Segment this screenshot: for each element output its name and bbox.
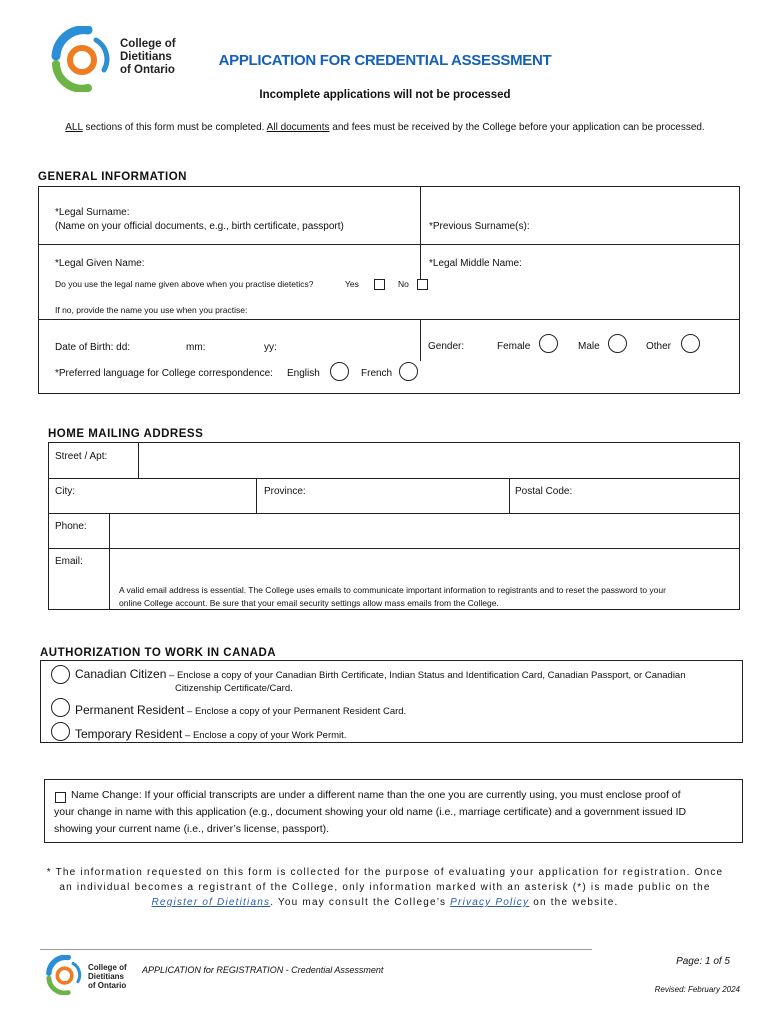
name-change-line1: Name Change: If your official transcripts are under a different name than the one you are currently using, you must enclose proof of: [71, 789, 681, 801]
footer-logo-line3: of Ontario: [88, 981, 127, 990]
footer-divider: [40, 949, 592, 950]
notice-docs: All documents: [266, 122, 330, 133]
revised-date: Revised: February 2024: [654, 985, 740, 994]
citizen-desc-line1: – Enclose a copy of your Canadian Birth Certificate, Indian Status and Identification Card, Canadian Passport, or Canadian: [166, 670, 686, 681]
footer-logo-line1: College of: [88, 963, 127, 972]
email-note-line2: online College account. Be sure that your email security settings allow mass emails from the College.: [119, 598, 499, 608]
previous-surname-label: *Previous Surname(s):: [429, 221, 530, 232]
name-change-line2: your change in name with this application (e.g., document showing your old name (i.e., marriage certificate) and a government issued ID: [54, 806, 687, 818]
street-label: Street / Apt:: [55, 451, 108, 462]
temporary-option: [75, 725, 346, 743]
other-radio[interactable]: [681, 334, 700, 353]
citizen-option: [75, 665, 686, 683]
legal-surname-hint: (Name on your official documents, e.g., birth certificate, passport): [55, 221, 344, 232]
privacy-policy-link[interactable]: Privacy Policy: [450, 897, 530, 908]
no-label: No: [398, 279, 409, 289]
citizen-radio[interactable]: [51, 665, 70, 684]
dob-yy-label: yy:: [264, 342, 277, 353]
footnote-line1: * The information requested on this form is collected for the purpose of evaluating your application for registration. Once: [46, 867, 724, 878]
name-change-checkbox[interactable]: [55, 792, 66, 803]
name-change-line3: showing your current name (i.e., driver’s license, passport).: [54, 823, 330, 835]
page-subtitle: Incomplete applications will not be processed: [259, 89, 511, 101]
dob-mm-label: mm:: [186, 342, 206, 353]
yes-checkbox[interactable]: [374, 279, 385, 290]
practise-question: Do you use the legal name given above when you practise dietetics?: [55, 279, 314, 289]
email-input[interactable]: [112, 550, 737, 576]
permanent-desc: – Enclose a copy of your Permanent Resident Card.: [184, 706, 407, 717]
notice-end: and fees must be received by the College before your application can be processed.: [329, 122, 705, 133]
no-checkbox[interactable]: [417, 279, 428, 290]
register-link[interactable]: Register of Dietitians: [151, 897, 271, 908]
permanent-option: [75, 701, 406, 719]
authorization-box: [40, 660, 743, 743]
citizen-desc-line2: Citizenship Certificate/Card.: [175, 683, 293, 694]
street-input[interactable]: [141, 445, 737, 476]
footnote-line3-mid: . You may consult the College’s: [270, 897, 451, 908]
logo-text-line1: College of: [120, 38, 176, 50]
english-label: English: [287, 368, 320, 379]
phone-label: Phone:: [55, 521, 87, 532]
name-change-box: [44, 779, 743, 843]
language-label: *Preferred language for College correspondence:: [55, 368, 273, 379]
completion-notice: [0, 122, 770, 133]
logo-text-line2: Dietitians: [120, 51, 172, 63]
mailing-box: [48, 442, 740, 610]
permanent-label: Permanent Resident: [75, 703, 185, 717]
footnote-line3-end: on the website.: [529, 897, 619, 908]
french-label: French: [361, 368, 393, 379]
page-title: APPLICATION FOR CREDENTIAL ASSESSMENT: [218, 52, 552, 69]
male-label: Male: [578, 341, 600, 352]
province-label: Province:: [264, 486, 306, 497]
if-no-label: If no, provide the name you use when you practise:: [55, 305, 248, 315]
logo-text-line3: of Ontario: [120, 64, 175, 76]
general-section-title: GENERAL INFORMATION: [38, 171, 187, 183]
legal-surname-label: *Legal Surname:: [55, 207, 130, 218]
authorization-section-title: AUTHORIZATION TO WORK IN CANADA: [40, 647, 277, 659]
email-label: Email:: [55, 556, 83, 567]
female-label: Female: [497, 341, 531, 352]
temporary-label: Temporary Resident: [75, 727, 183, 741]
male-radio[interactable]: [608, 334, 627, 353]
legal-middle-label: *Legal Middle Name:: [429, 258, 522, 269]
footnote-line2: an individual becomes a registrant of the College, only information marked with an asterisk (*) is made public on the: [59, 882, 711, 893]
temporary-desc: – Enclose a copy of your Work Permit.: [182, 730, 347, 741]
female-radio[interactable]: [539, 334, 558, 353]
general-info-box: [38, 186, 740, 394]
mailing-section-title: HOME MAILING ADDRESS: [48, 428, 204, 440]
citizen-label: Canadian Citizen: [75, 667, 167, 681]
email-note-line1: A valid email address is essential. The College uses emails to communicate important information to registrants and to reset the password to your: [119, 585, 666, 595]
notice-mid: sections of this form must be completed.: [82, 122, 267, 133]
notice-all: ALL: [65, 122, 83, 133]
permanent-radio[interactable]: [51, 698, 70, 717]
city-label: City:: [55, 486, 75, 497]
gender-label: Gender:: [428, 341, 465, 352]
legal-given-label: *Legal Given Name:: [55, 258, 145, 269]
privacy-footnote: [20, 865, 750, 910]
other-label: Other: [646, 341, 672, 352]
french-radio[interactable]: [399, 362, 418, 381]
footnote-line3: [20, 895, 750, 910]
postal-label: Postal Code:: [515, 486, 573, 497]
footer-logo-line2: Dietitians: [88, 972, 125, 981]
footer-logo-mark-icon: [44, 955, 84, 995]
footer-logo: [44, 955, 144, 995]
dob-label: Date of Birth: dd:: [55, 342, 131, 353]
phone-input[interactable]: [112, 515, 737, 546]
english-radio[interactable]: [330, 362, 349, 381]
page-number: Page: 1 of 5: [676, 956, 730, 967]
temporary-radio[interactable]: [51, 722, 70, 741]
footer-form-name: APPLICATION for REGISTRATION - Credential Assessment: [142, 965, 384, 975]
yes-label: Yes: [345, 279, 359, 289]
